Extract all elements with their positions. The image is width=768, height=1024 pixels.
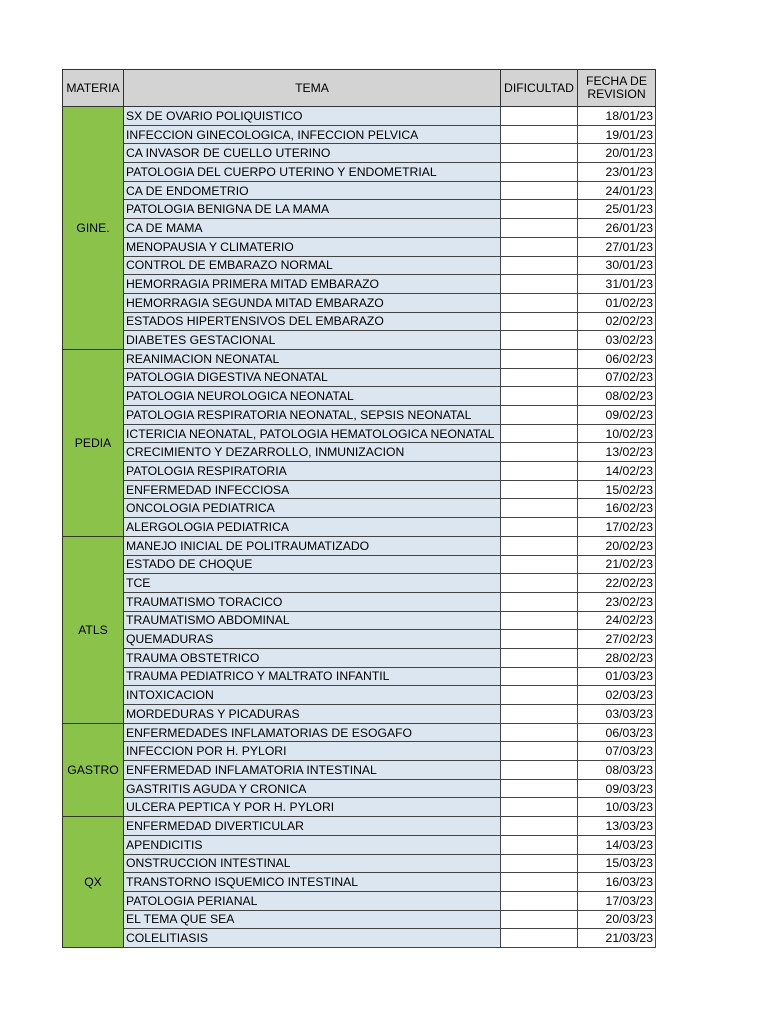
table-row (63, 555, 656, 574)
table-row (63, 331, 656, 350)
table-row (63, 163, 656, 182)
fecha-cell[interactable]: 20/01/23 (578, 144, 656, 163)
tema-cell[interactable]: ENFERMEDAD INFECCIOSA (124, 480, 501, 499)
fecha-cell[interactable]: 18/01/23 (578, 107, 656, 126)
table-row (63, 667, 656, 686)
fecha-cell[interactable]: 16/02/23 (578, 499, 656, 518)
tema-cell[interactable]: TCE (124, 574, 501, 593)
tema-cell[interactable]: SX DE OVARIO POLIQUISTICO (124, 107, 501, 126)
table-row (63, 817, 656, 836)
dificultad-cell[interactable] (501, 592, 578, 611)
table-row (63, 293, 656, 312)
tema-cell[interactable]: PATOLOGIA DIGESTIVA NEONATAL (124, 368, 501, 387)
fecha-cell[interactable]: 15/03/23 (578, 854, 656, 873)
tema-cell[interactable]: PATOLOGIA PERIANAL (124, 891, 501, 910)
tema-cell[interactable]: CA INVASOR DE CUELLO UTERINO (124, 144, 501, 163)
table-row (63, 480, 656, 499)
dificultad-cell[interactable] (501, 293, 578, 312)
table-row (63, 443, 656, 462)
table-row (63, 349, 656, 368)
tema-cell[interactable]: CA DE ENDOMETRIO (124, 181, 501, 200)
tema-cell[interactable]: HEMORRAGIA SEGUNDA MITAD EMBARAZO (124, 293, 501, 312)
fecha-cell[interactable]: 14/03/23 (578, 835, 656, 854)
tema-cell[interactable]: PATOLOGIA RESPIRATORIA (124, 462, 501, 481)
fecha-cell[interactable]: 03/02/23 (578, 331, 656, 350)
fecha-cell[interactable]: 28/02/23 (578, 648, 656, 667)
dificultad-cell[interactable] (501, 368, 578, 387)
tema-cell[interactable]: CONTROL DE EMBARAZO NORMAL (124, 256, 501, 275)
fecha-cell[interactable]: 24/01/23 (578, 181, 656, 200)
tema-cell[interactable]: PATOLOGIA NEUROLOGICA NEONATAL (124, 387, 501, 406)
fecha-cell[interactable]: 27/01/23 (578, 237, 656, 256)
tema-cell[interactable]: INFECCION POR H. PYLORI (124, 742, 501, 761)
tema-cell[interactable]: ONSTRUCCION INTESTINAL (124, 854, 501, 873)
dificultad-cell[interactable] (501, 648, 578, 667)
tema-cell[interactable]: EL TEMA QUE SEA (124, 910, 501, 929)
dificultad-cell[interactable] (501, 667, 578, 686)
fecha-cell[interactable]: 09/02/23 (578, 406, 656, 425)
tema-cell[interactable]: TRANSTORNO ISQUEMICO INTESTINAL (124, 873, 501, 892)
table-row (63, 387, 656, 406)
table-row (63, 891, 656, 910)
table-row (63, 312, 656, 331)
table-row (63, 200, 656, 219)
tema-cell[interactable]: ICTERICIA NEONATAL, PATOLOGIA HEMATOLOGICA NEONATAL (124, 424, 501, 443)
fecha-cell[interactable]: 23/02/23 (578, 592, 656, 611)
table-row (63, 406, 656, 425)
table-row (63, 761, 656, 780)
dificultad-cell[interactable] (501, 854, 578, 873)
dificultad-cell[interactable] (501, 125, 578, 144)
fecha-cell[interactable]: 17/03/23 (578, 891, 656, 910)
dificultad-cell[interactable] (501, 219, 578, 238)
tema-cell[interactable]: MORDEDURAS Y PICADURAS (124, 705, 501, 724)
table-row (63, 705, 656, 724)
fecha-cell[interactable]: 09/03/23 (578, 779, 656, 798)
tema-cell[interactable]: CA DE MAMA (124, 219, 501, 238)
tema-cell[interactable]: REANIMACION NEONATAL (124, 349, 501, 368)
tema-cell[interactable]: ENFERMEDAD DIVERTICULAR (124, 817, 501, 836)
fecha-cell[interactable]: 07/02/23 (578, 368, 656, 387)
table-row (63, 835, 656, 854)
table-row (63, 742, 656, 761)
table-row (63, 144, 656, 163)
tema-cell[interactable]: COLELITIASIS (124, 929, 501, 948)
dificultad-cell[interactable] (501, 761, 578, 780)
fecha-cell[interactable]: 20/02/23 (578, 536, 656, 555)
dificultad-cell[interactable] (501, 929, 578, 948)
dificultad-cell[interactable] (501, 705, 578, 724)
table-row (63, 873, 656, 892)
tema-cell[interactable]: PATOLOGIA DEL CUERPO UTERINO Y ENDOMETRIAL (124, 163, 501, 182)
header-row (63, 70, 656, 107)
fecha-cell[interactable]: 01/03/23 (578, 667, 656, 686)
fecha-cell[interactable]: 25/01/23 (578, 200, 656, 219)
dificultad-cell[interactable] (501, 518, 578, 537)
tema-cell[interactable]: MANEJO INICIAL DE POLITRAUMATIZADO (124, 536, 501, 555)
tema-cell[interactable]: MENOPAUSIA Y CLIMATERIO (124, 237, 501, 256)
table-row (63, 181, 656, 200)
fecha-cell[interactable]: 06/02/23 (578, 349, 656, 368)
dificultad-cell[interactable] (501, 462, 578, 481)
fecha-cell[interactable]: 24/02/23 (578, 611, 656, 630)
materia-cell[interactable]: PEDIA (63, 349, 124, 536)
tema-cell[interactable]: ESTADO DE CHOQUE (124, 555, 501, 574)
table-row (63, 910, 656, 929)
dificultad-cell[interactable] (501, 200, 578, 219)
fecha-cell[interactable]: 13/03/23 (578, 817, 656, 836)
fecha-cell[interactable]: 10/03/23 (578, 798, 656, 817)
tema-cell[interactable]: ESTADOS HIPERTENSIVOS DEL EMBARAZO (124, 312, 501, 331)
dificultad-cell[interactable] (501, 779, 578, 798)
table-row (63, 592, 656, 611)
table-row (63, 929, 656, 948)
fecha-cell[interactable]: 02/02/23 (578, 312, 656, 331)
fecha-cell[interactable]: 20/03/23 (578, 910, 656, 929)
table-row (63, 368, 656, 387)
dificultad-cell[interactable] (501, 686, 578, 705)
table-row (63, 462, 656, 481)
dificultad-cell[interactable] (501, 144, 578, 163)
tema-cell[interactable]: ONCOLOGIA PEDIATRICA (124, 499, 501, 518)
table-row (63, 648, 656, 667)
header-tema: TEMA (124, 70, 501, 107)
tema-cell[interactable]: PATOLOGIA RESPIRATORIA NEONATAL, SEPSIS NEONATAL (124, 406, 501, 425)
fecha-cell[interactable]: 07/03/23 (578, 742, 656, 761)
dificultad-cell[interactable] (501, 499, 578, 518)
dificultad-cell[interactable] (501, 611, 578, 630)
tema-cell[interactable]: GASTRITIS AGUDA Y CRONICA (124, 779, 501, 798)
fecha-cell[interactable]: 17/02/23 (578, 518, 656, 537)
tema-cell[interactable]: TRAUMATISMO TORACICO (124, 592, 501, 611)
tema-cell[interactable]: DIABETES GESTACIONAL (124, 331, 501, 350)
header-materia: MATERIA (63, 70, 124, 107)
dificultad-cell[interactable] (501, 107, 578, 126)
fecha-cell[interactable]: 22/02/23 (578, 574, 656, 593)
fecha-cell[interactable]: 03/03/23 (578, 705, 656, 724)
fecha-cell[interactable]: 26/01/23 (578, 219, 656, 238)
tema-cell[interactable]: QUEMADURAS (124, 630, 501, 649)
table-row (63, 256, 656, 275)
dificultad-cell[interactable] (501, 424, 578, 443)
fecha-cell[interactable]: 21/02/23 (578, 555, 656, 574)
dificultad-cell[interactable] (501, 480, 578, 499)
table-row (63, 424, 656, 443)
dificultad-cell[interactable] (501, 237, 578, 256)
fecha-cell[interactable]: 15/02/23 (578, 480, 656, 499)
fecha-cell[interactable]: 01/02/23 (578, 293, 656, 312)
dificultad-cell[interactable] (501, 798, 578, 817)
fecha-cell[interactable]: 27/02/23 (578, 630, 656, 649)
table-row (63, 237, 656, 256)
tema-cell[interactable]: TRAUMA PEDIATRICO Y MALTRATO INFANTIL (124, 667, 501, 686)
fecha-cell[interactable]: 06/03/23 (578, 723, 656, 742)
tema-cell[interactable]: INFECCION GINECOLOGICA, INFECCION PELVICA (124, 125, 501, 144)
fecha-cell[interactable]: 14/02/23 (578, 462, 656, 481)
table-row (63, 574, 656, 593)
table-row (63, 630, 656, 649)
fecha-cell[interactable]: 30/01/23 (578, 256, 656, 275)
fecha-cell[interactable]: 16/03/23 (578, 873, 656, 892)
table-row (63, 107, 656, 126)
fecha-cell[interactable]: 19/01/23 (578, 125, 656, 144)
dificultad-cell[interactable] (501, 312, 578, 331)
dificultad-cell[interactable] (501, 835, 578, 854)
dificultad-cell[interactable] (501, 443, 578, 462)
fecha-cell[interactable]: 23/01/23 (578, 163, 656, 182)
tema-cell[interactable]: PATOLOGIA BENIGNA DE LA MAMA (124, 200, 501, 219)
dificultad-cell[interactable] (501, 630, 578, 649)
dificultad-cell[interactable] (501, 349, 578, 368)
table-row (63, 125, 656, 144)
tema-cell[interactable]: TRAUMA OBSTETRICO (124, 648, 501, 667)
tema-cell[interactable]: INTOXICACION (124, 686, 501, 705)
table-row (63, 854, 656, 873)
table-row (63, 723, 656, 742)
materia-cell[interactable]: GASTRO (63, 723, 124, 816)
study-schedule-table (62, 69, 656, 948)
fecha-cell[interactable]: 31/01/23 (578, 275, 656, 294)
fecha-cell[interactable]: 13/02/23 (578, 443, 656, 462)
fecha-cell[interactable]: 02/03/23 (578, 686, 656, 705)
tema-cell[interactable]: HEMORRAGIA PRIMERA MITAD EMBARAZO (124, 275, 501, 294)
tema-cell[interactable]: ALERGOLOGIA PEDIATRICA (124, 518, 501, 537)
header-dificultad: DIFICULTAD (501, 70, 578, 107)
tema-cell[interactable]: ENFERMEDAD INFLAMATORIA INTESTINAL (124, 761, 501, 780)
dificultad-cell[interactable] (501, 387, 578, 406)
table-row (63, 798, 656, 817)
dificultad-cell[interactable] (501, 574, 578, 593)
header-fecha-line1: FECHA DE (586, 74, 647, 88)
fecha-cell[interactable]: 21/03/23 (578, 929, 656, 948)
header-fecha-line2: REVISION (587, 87, 646, 101)
dificultad-cell[interactable] (501, 555, 578, 574)
table-row (63, 779, 656, 798)
table-row (63, 518, 656, 537)
tema-cell[interactable]: ULCERA PEPTICA Y POR H. PYLORI (124, 798, 501, 817)
table-row (63, 536, 656, 555)
table-row (63, 275, 656, 294)
tema-cell[interactable]: APENDICITIS (124, 835, 501, 854)
dificultad-cell[interactable] (501, 891, 578, 910)
dificultad-cell[interactable] (501, 910, 578, 929)
materia-cell[interactable]: QX (63, 817, 124, 948)
dificultad-cell[interactable] (501, 256, 578, 275)
tema-cell[interactable]: ENFERMEDADES INFLAMATORIAS DE ESOGAFO (124, 723, 501, 742)
materia-cell[interactable]: GINE. (63, 107, 124, 350)
dificultad-cell[interactable] (501, 723, 578, 742)
dificultad-cell[interactable] (501, 163, 578, 182)
dificultad-cell[interactable] (501, 331, 578, 350)
dificultad-cell[interactable] (501, 536, 578, 555)
dificultad-cell[interactable] (501, 742, 578, 761)
table-row (63, 611, 656, 630)
fecha-cell[interactable]: 10/02/23 (578, 424, 656, 443)
table-row (63, 499, 656, 518)
dificultad-cell[interactable] (501, 275, 578, 294)
fecha-cell[interactable]: 08/03/23 (578, 761, 656, 780)
dificultad-cell[interactable] (501, 873, 578, 892)
tema-cell[interactable]: TRAUMATISMO ABDOMINAL (124, 611, 501, 630)
table-row (63, 219, 656, 238)
dificultad-cell[interactable] (501, 817, 578, 836)
dificultad-cell[interactable] (501, 406, 578, 425)
table-row (63, 686, 656, 705)
dificultad-cell[interactable] (501, 181, 578, 200)
header-fecha-revision (578, 70, 656, 107)
fecha-cell[interactable]: 08/02/23 (578, 387, 656, 406)
materia-cell[interactable]: ATLS (63, 536, 124, 723)
tema-cell[interactable]: CRECIMIENTO Y DEZARROLLO, INMUNIZACION (124, 443, 501, 462)
